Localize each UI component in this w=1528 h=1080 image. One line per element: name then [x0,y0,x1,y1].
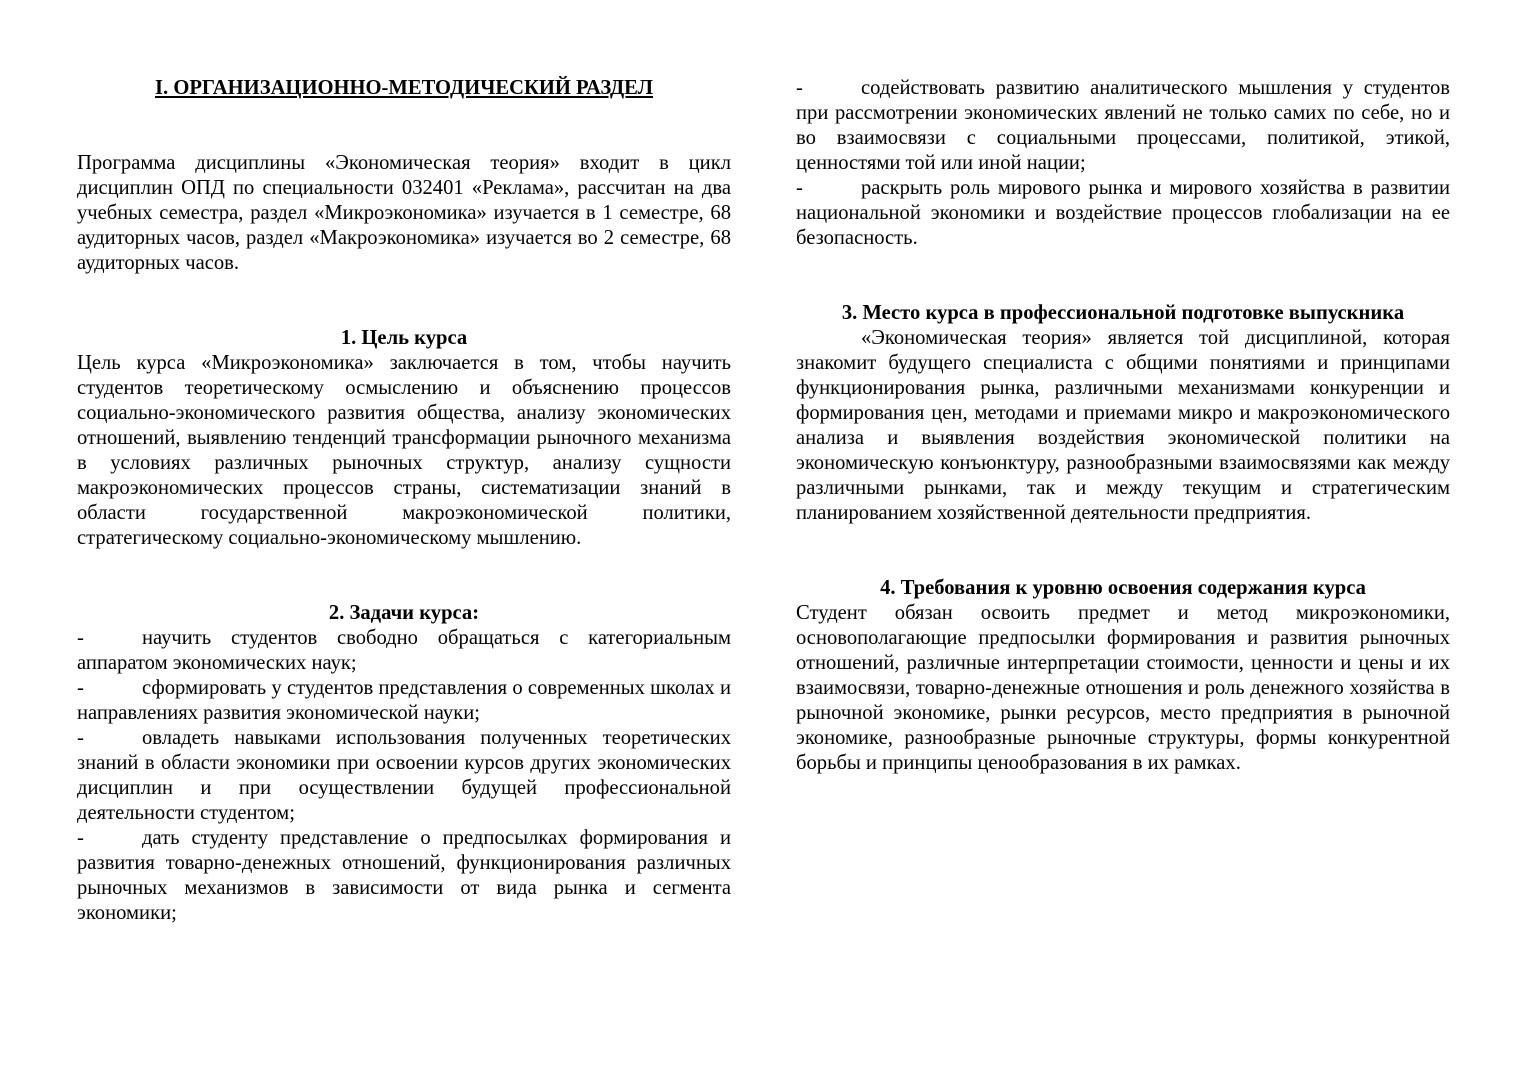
task-text: овладеть навыками использования полученных теоретических знаний в области экономики при освоении курсов других экономических дисциплин и при осуществлении будущей профессиональной деятельности студентом; [77,727,731,824]
list-dash: - [77,677,84,699]
goal-text: Цель курса «Микроэкономика» заключается в том, чтобы научить студентов теоретическому осмыслению и объяснению процессов социально-экономического развития общества, анализу экономических отношений, выявлению тенденций трансформации рыночного механизма в условиях различных рыночных структур, анализу сущности макроэкономических процессов страны, систематизации знаний в области государственной макроэкономической политики, стратегическому социально-экономическому мышлению. [77,352,731,549]
task-item [77,726,731,826]
task-text: содействовать развитию аналитического мышления у студентов при рассмотрении экономических явлений не только самих по себе, но и во взаимосвязи с социальными процессами, политикой, этикой, ценностями той или иной нации; [796,77,1450,174]
task-item [77,826,731,926]
list-dash: - [796,77,803,99]
task-item [796,76,1450,176]
task-item [77,676,731,726]
tasks-heading: 2. Задачи курса: [328,602,480,624]
program-intro: Программа дисциплины «Экономическая теория» входит в цикл дисциплин ОПД по специальности 032401 «Реклама», рассчитан на два учебных семестра, раздел «Микроэкономика» изучается в 1 семестре, 68 аудиторных часов, раздел «Макроэкономика» изучается во 2 семестре, 68 аудиторных часов. [77,152,731,274]
place-heading: 3. Место курса в профессиональной подготовке выпускника [841,302,1405,324]
place-text: «Экономическая теория» является той дисциплиной, которая знакомит будущего специалиста с общими понятиями и принципами функционирования рынка, различными механизмами конкуренции и формирования цен, методами и приемами микро и макроэкономического анализа и выявления воздействия экономической политики на экономическую конъюнктуру, разнообразными взаимосвязями как между различными рынками, так и между текущим и стратегическим планированием хозяйственной деятельности предприятия. [796,327,1450,524]
task-text: раскрыть роль мирового рынка и мирового хозяйства в развитии национальной экономики и воздействие процессов глобализации на ее безопасность. [796,177,1450,249]
task-item [796,176,1450,251]
requirements-text: Студент обязан освоить предмет и метод микроэкономики, основополагающие предпосылки формирования и развития рыночных отношений, различные интерпретации стоимости, ценности и цены и их взаимосвязи, товарно-денежные отношения и роль денежного хозяйства в рыночной экономике, рынки ресурсов, место предприятия в рыночной экономике, разнообразные рыночные структуры, формы конкурентной борьбы и принципы ценообразования в их рамках. [796,602,1450,774]
task-item [77,626,731,676]
list-dash: - [77,627,84,649]
task-text: дать студенту представление о предпосылках формирования и развития товарно-денежных отношений, функционирования различных рыночных механизмов в зависимости от вида рынка и сегмента экономики; [77,827,731,924]
list-dash: - [77,827,84,849]
section-title: I. ОРГАНИЗАЦИОННО-МЕТОДИЧЕСКИЙ РАЗДЕЛ [155,77,653,99]
requirements-heading: 4. Требования к уровню освоения содержания курса [880,577,1366,599]
list-dash: - [796,177,803,199]
right-column [796,76,1450,776]
list-dash: - [77,727,84,749]
left-column [77,76,731,926]
goal-heading: 1. Цель курса [340,327,468,349]
task-text: сформировать у студентов представления о современных школах и направлениях развития экономической науки; [77,677,731,724]
task-text: научить студентов свободно обращаться с категориальным аппаратом экономических наук; [77,627,731,674]
